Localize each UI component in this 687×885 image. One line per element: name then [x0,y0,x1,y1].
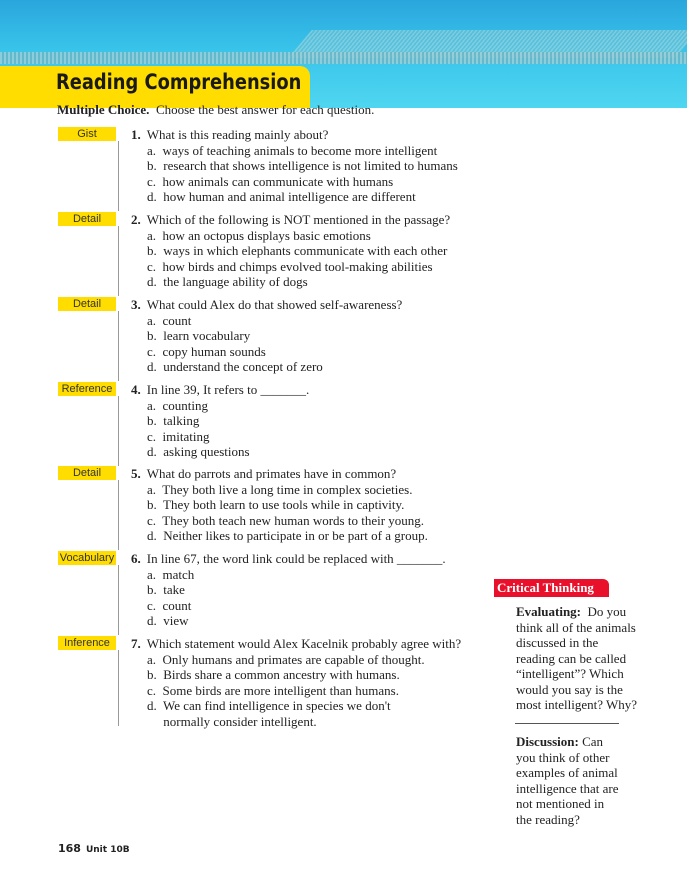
page-title: Reading Comprehension [56,70,302,94]
question-text [131,297,402,313]
answer-option[interactable]: a. Only humans and primates are capable of thought. [147,651,425,667]
answer-option[interactable]: b. Birds share a common ancestry with humans. [147,667,400,682]
answer-option[interactable]: b. learn vocabulary [147,328,251,343]
question-prompt: What do parrots and primates have in common? [146,466,397,481]
instructions [57,102,374,118]
instructions-label: Multiple Choice. [57,102,150,117]
prompt-line: most intelligent? Why? [516,697,638,712]
answer-option[interactable]: d. view [147,613,189,628]
question-prompt: Which statement would Alex Kacelnik probably agree with? [146,636,462,651]
prompt-line: reading can be called [516,650,627,666]
answer-option[interactable]: b. They both learn to use tools while in captivity. [147,497,405,512]
prompt-line: “intelligent”? Which [516,666,624,681]
question-type-tag: Detail [58,212,116,226]
answer-option[interactable]: d. how human and animal intelligence are different [147,189,416,204]
tag-connector-line [118,141,119,211]
evaluating-label: Evaluating: [516,604,582,619]
question-number: 7. [131,636,141,651]
answer-option[interactable]: b. research that shows intelligence is not limited to humans [147,158,458,173]
answer-option[interactable]: d. the language ability of dogs [147,274,308,289]
answer-option[interactable]: c. imitating [147,428,210,444]
tag-connector-line [118,565,119,635]
prompt-line: Can [582,734,604,749]
answer-option[interactable]: c. how birds and chimps evolved tool-making abilities [147,258,433,274]
question-type-tag: Vocabulary [59,552,115,564]
tag-connector-line [118,226,119,296]
prompt-line: think all of the animals [516,619,636,635]
prompt-line: discussed in the [516,635,599,650]
question-prompt: What is this reading mainly about? [146,127,329,142]
prompt-line: you think of other [516,749,610,765]
question-type-tag: Detail [58,297,116,311]
prompt-line: would you say is the [516,681,623,697]
question-number: 1. [131,127,141,142]
page-footer [58,842,130,855]
question-text [131,382,309,398]
prompt-line: the reading? [516,811,580,827]
question-number: 5. [131,466,141,481]
question-type-tag: Detail [58,466,116,480]
answer-option[interactable]: c. They both teach new human words to their young. [147,512,425,528]
question-text [131,551,446,567]
discussion-label: Discussion: [516,734,579,749]
answer-option[interactable]: a. count [147,312,192,328]
answer-option[interactable]: d. asking questions [147,444,250,459]
tag-connector-line [118,396,119,466]
answer-option[interactable]: normally consider intelligent. [147,713,317,729]
tag-connector-line [118,480,119,550]
answer-option[interactable]: b. take [147,582,185,597]
question-number: 3. [131,297,141,312]
tag-connector-line [118,650,119,726]
question-prompt: Which of the following is NOT mentioned in the passage? [146,212,451,227]
question-text [131,466,396,482]
discussion-prompt [516,734,681,827]
prompt-line: not mentioned in [516,796,605,811]
answer-option[interactable]: d. We can find intelligence in species we don't [147,698,391,713]
question-number: 2. [131,212,141,227]
answer-option[interactable]: a. ways of teaching animals to become more intelligent [147,142,438,158]
unit-label: Unit 10B [85,845,130,855]
answer-option[interactable]: d. Neither likes to participate in or be part of a group. [147,528,428,543]
answer-option[interactable]: c. copy human sounds [147,343,266,359]
question-text [131,636,461,652]
answer-option[interactable]: a. counting [147,397,209,413]
question-prompt: In line 39, It refers to _______. [146,382,310,397]
question-number: 4. [131,382,141,397]
question-type-tag: Gist [58,127,116,141]
page-number: 168 [58,842,81,855]
critical-thinking-heading: Critical Thinking [494,579,609,597]
answer-option[interactable]: c. count [147,597,192,613]
prompt-line: examples of animal [516,765,618,780]
answer-option[interactable]: d. understand the concept of zero [147,359,323,374]
question-text [131,212,450,228]
prompt-line: Do you [587,604,627,619]
tag-connector-line [118,311,119,381]
question-prompt: In line 67, the word link could be replaced with _______. [146,551,446,566]
answer-option[interactable]: c. how animals can communicate with humans [147,173,394,189]
question-type-tag: Reference [58,382,116,396]
answer-option[interactable]: c. Some birds are more intelligent than humans. [147,682,399,698]
question-prompt: What could Alex do that showed self-awareness? [146,297,403,312]
divider [515,723,619,724]
prompt-line: intelligence that are [516,780,619,796]
instructions-text: Choose the best answer for each question. [155,102,375,117]
answer-option[interactable]: a. how an octopus displays basic emotions [147,227,371,243]
answer-option[interactable]: b. ways in which elephants communicate with each other [147,243,448,258]
evaluating-text [516,604,637,712]
evaluating-prompt [516,604,681,713]
answer-option[interactable]: a. match [147,566,195,582]
answer-option[interactable]: b. talking [147,413,200,428]
answer-option[interactable]: a. They both live a long time in complex societies. [147,481,413,497]
question-text [131,127,328,143]
question-type-tag: Inference [58,636,116,650]
question-number: 6. [131,551,141,566]
